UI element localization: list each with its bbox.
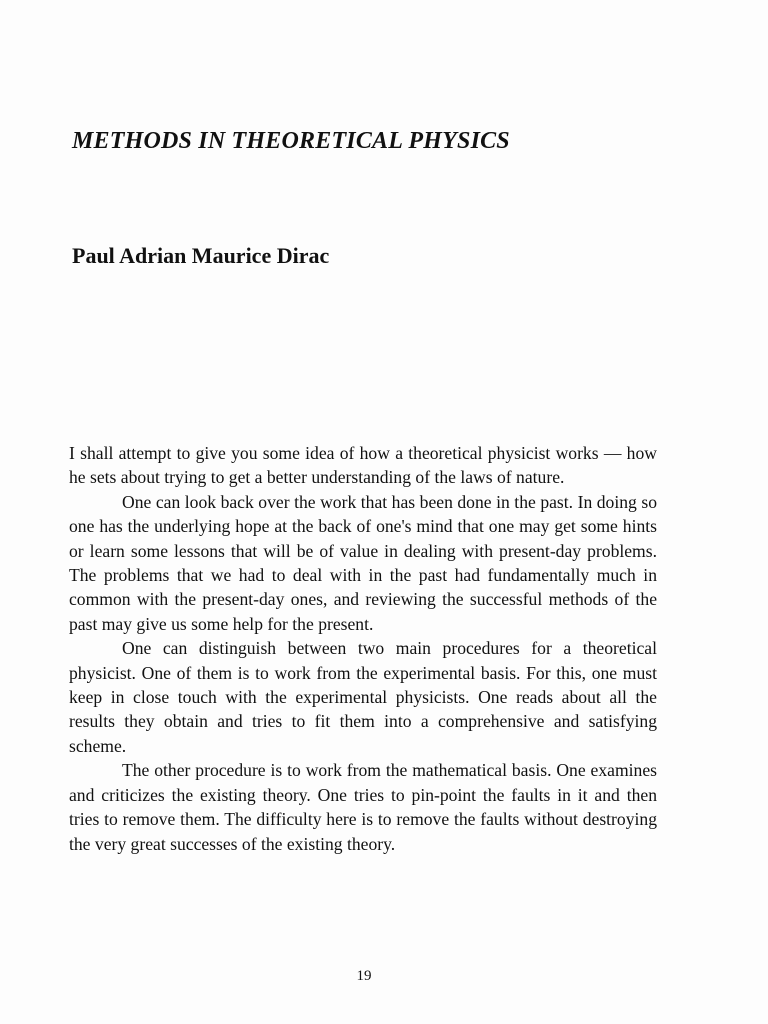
paragraph-4: The other procedure is to work from the mathematical basis. One examines and criticizes the existing theory. One tries to pin-point the faults in it and then tries to remove them. The difficulty here is to remove the faults without destroying the very great successes of the existing theory. xyxy=(69,760,657,854)
body-text xyxy=(69,441,657,856)
paragraph-2: One can look back over the work that has been done in the past. In doing so one has the underlying hope at the back of one's mind that one may get some hints or learn some lessons that will be of value in dealing with present-day problems. The problems that we had to deal with in the past had fundamentally much in common with the present-day ones, and reviewing the successful methods of the past may give us some help for the present. xyxy=(69,491,657,634)
page-number: 19 xyxy=(356,968,372,984)
author-name: Paul Adrian Maurice Dirac xyxy=(72,243,330,268)
page-title: METHODS IN THEORETICAL PHYSICS xyxy=(72,128,510,154)
paragraph-1: I shall attempt to give you some idea of how a theoretical physicist works — how he sets about trying to get a better understanding of the laws of nature. xyxy=(69,443,657,488)
paragraph-3: One can distinguish between two main procedures for a theoretical physicist. One of them is to work from the experimental basis. For this, one must keep in close touch with the experimental physicists. One reads about all the results they obtain and tries to fit them into a comprehensive and satisfying scheme. xyxy=(69,638,657,756)
